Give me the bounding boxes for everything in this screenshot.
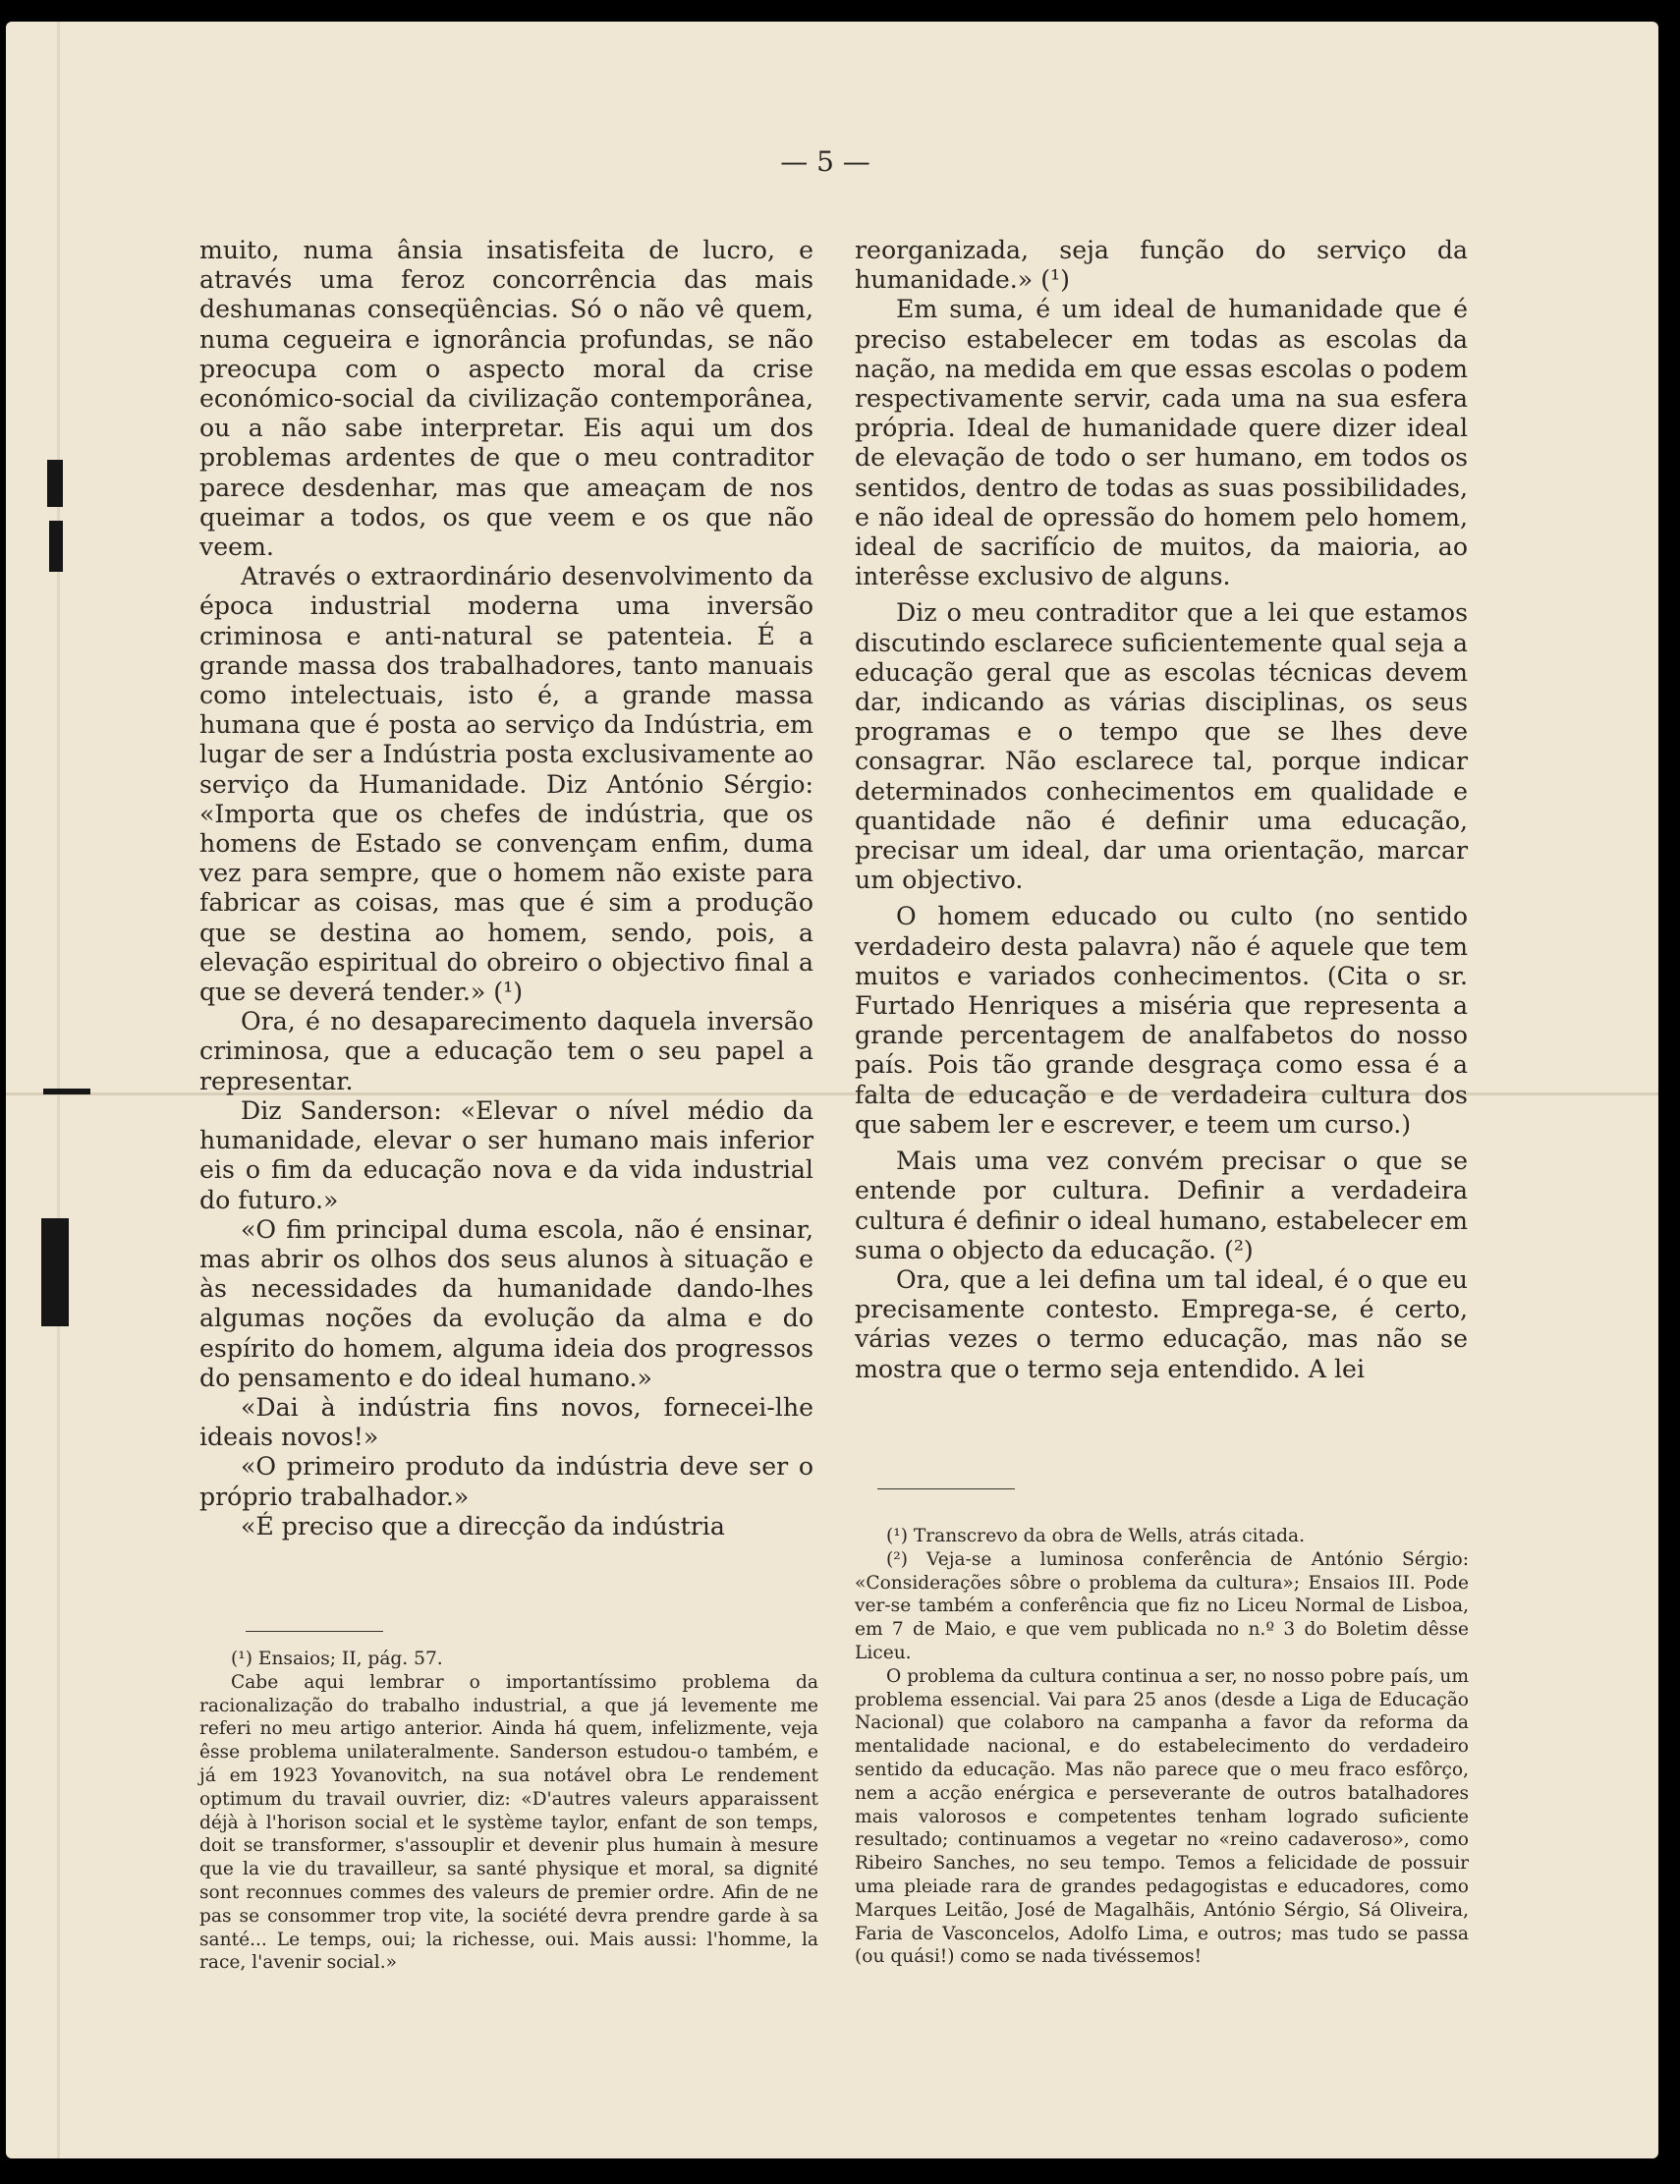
right-column — [855, 236, 1468, 1384]
paragraph: O homem educado ou culto (no sentido verdadeiro desta palavra) não é aquele que tem muitos e variados conhecimentos. (Cita o sr. Furtado Henriques a miséria que representa a grande percentagem de analfabetos do nosso país. Pois tão grande desgraça como essa é a falta de educação e de verdadeira cultura dos que sabem ler e escrever, e teem um curso.) — [855, 902, 1468, 1139]
footnote-divider — [877, 1488, 1015, 1489]
paragraph: Mais uma vez convém precisar o que se entende por cultura. Definir a verdadeira cultura é definir o ideal humano, estabelecer em suma o objecto da educação. (²) — [855, 1147, 1468, 1264]
binding-mark — [41, 1218, 69, 1326]
footnote: O problema da cultura continua a ser, no nosso pobre país, um problema essencial. Vai para 25 anos (desde a Liga de Educação Nacional) que colaboro na campanha a favor da reforma da mentalidade nacional, e do estabelecimento do verdadeiro sentido da educação. Mas não parece que o meu fraco esfôrço, nem a acção enérgica e perseverante de outros batalhadores mais valorosos e competentes tenham logrado suficiente resultado; continuamos a vegetar no «reino cadaveroso», como Ribeiro Sanches, no seu tempo. Temos a felicidade de possuir uma pleiade rara de grandes pedagogistas e educadores, como Marques Leitão, José de Magalhãis, António Sérgio, Sá Oliveira, Faria de Vasconcelos, Adolfo Lima, e outros; mas tudo se passa (ou quási!) como se nada tivéssemos! — [855, 1665, 1469, 1968]
footnote: (¹) Ensaios; II, pág. 57. — [231, 1649, 443, 1669]
paragraph: reorganizada, seja função do serviço da humanidade.» (¹) — [855, 236, 1468, 295]
footnote: Cabe aqui lembrar o importantíssimo problema da racionalização do trabalho industrial, a que já levemente me referi no meu artigo anterior. Ainda há quem, infelizmente, veja êsse problema unilateralmente. Sanderson estudou-o também, e já em 1923 Yovanovitch, na sua notável obra Le rendement optimum du travail ouvrier, diz: «D'autres valeurs apparaissent déjà à l'horison social et le système taylor, enfant de son temps, doit se transformer, s'assouplir et devenir plus humain à mesure que la vie du travailleur, sa santé physique et moral, sa dignité sont reconnues commes des valeurs de premier ordre. Afin de ne pas se consommer trop vite, la société devra prendre garde à sa santé... Le temps, oui; la richesse, oui. Mais aussi: l'homme, la race, l'avenir social.» — [199, 1671, 818, 1974]
binding-mark — [47, 460, 63, 507]
footnote: (¹) Transcrevo da obra de Wells, atrás citada. — [886, 1526, 1306, 1546]
paragraph: Ora, que a lei defina um tal ideal, é o que eu precisamente contesto. Emprega-se, é certo, várias vezes o termo educação, mas não se mostra que o termo seja entendido. A lei — [855, 1264, 1468, 1383]
right-footnotes — [855, 1525, 1469, 1969]
paragraph: Ora, é no desaparecimento daquela inversão criminosa, que a educação tem o seu papel a representar. — [199, 1007, 813, 1095]
paragraph: Em suma, é um ideal de humanidade que é preciso estabelecer em todas as escolas da nação, na medida em que essas escolas o podem respectivamente servir, cada uma na sua esfera própria. Ideal de humanidade quere dizer ideal de elevação de todo o ser humano, em todos os sentidos, dentro de todas as suas possibilidades, e não ideal de opressão do homem pelo homem, ideal de sacrifício de muitos, da maioria, ao interêsse exclusivo de alguns. — [855, 295, 1468, 591]
left-footnotes — [199, 1648, 818, 1975]
binding-mark — [43, 1089, 90, 1094]
paragraph: «É preciso que a direcção da indústria — [241, 1511, 725, 1540]
left-column — [199, 236, 813, 1541]
page-number: — 5 — — [780, 145, 870, 178]
paragraph: Através o extraordinário desenvolvimento da época industrial moderna uma inversão criminosa e anti-natural se patenteia. É a grande massa dos trabalhadores, tanto manuais como intelectuais, isto é, a grande massa humana que é posta ao serviço da Indústria, em lugar de ser a Indústria posta exclusivamente ao serviço da Humanidade. Diz António Sérgio: «Importa que os chefes de indústria, que os homens de Estado se convençam enfim, duma vez para sempre, que o homem não existe para fabricar as coisas, mas que é sim a produção que se destina ao homem, sendo, pois, a elevação espiritual do obreiro o objectivo final a que se deverá tender.» (¹) — [199, 562, 813, 1007]
paragraph: Diz Sanderson: «Elevar o nível médio da humanidade, elevar o ser humano mais inferior eis o fim da educação nova e da vida industrial do futuro.» — [199, 1095, 813, 1214]
paragraph: muito, numa ânsia insatisfeita de lucro, e através uma feroz concorrência das mais deshumanas conseqüências. Só o não vê quem, numa cegueira e ignorância profundas, se não preocupa com o aspecto moral da crise económico-social da civilização contemporânea, ou a não sabe interpretar. Eis aqui um dos problemas ardentes de que o meu contraditor parece desdenhar, mas que ameaçam de nos queimar a todos, os que veem e os que não veem. — [199, 236, 813, 562]
paragraph: «Dai à indústria fins novos, fornecei-lhe ideais novos!» — [199, 1392, 813, 1452]
binding-mark — [49, 521, 63, 572]
paragraph: «O fim principal duma escola, não é ensinar, mas abrir os olhos dos seus alunos à situação e às necessidades da humanidade dando-lhes algumas noções da evolução da alma e do espírito do homem, alguma ideia dos progressos do pensamento e do ideal humano.» — [199, 1214, 813, 1392]
paragraph: Diz o meu contraditor que a lei que estamos discutindo esclarece suficientemente qual seja a educação geral que as escolas técnicas devem dar, indicando as várias disciplinas, os seus programas e o tempo que se lhes deve consagrar. Não esclarece tal, porque indicar determinados conhecimentos em qualidade e quantidade não é definir uma educação, precisar um ideal, dar uma orientação, marcar um objectivo. — [855, 598, 1468, 895]
footnote-divider — [246, 1631, 383, 1632]
paragraph: «O primeiro produto da indústria deve ser o próprio trabalhador.» — [199, 1452, 813, 1511]
footnote: (²) Veja-se a luminosa conferência de António Sérgio: «Considerações sôbre o problema da cultura»; Ensaios III. Pode ver-se também a conferência que fiz no Liceu Normal de Lisboa, em 7 de Maio, e que vem publicada no n.º 3 do Boletim dêsse Liceu. — [855, 1548, 1469, 1663]
